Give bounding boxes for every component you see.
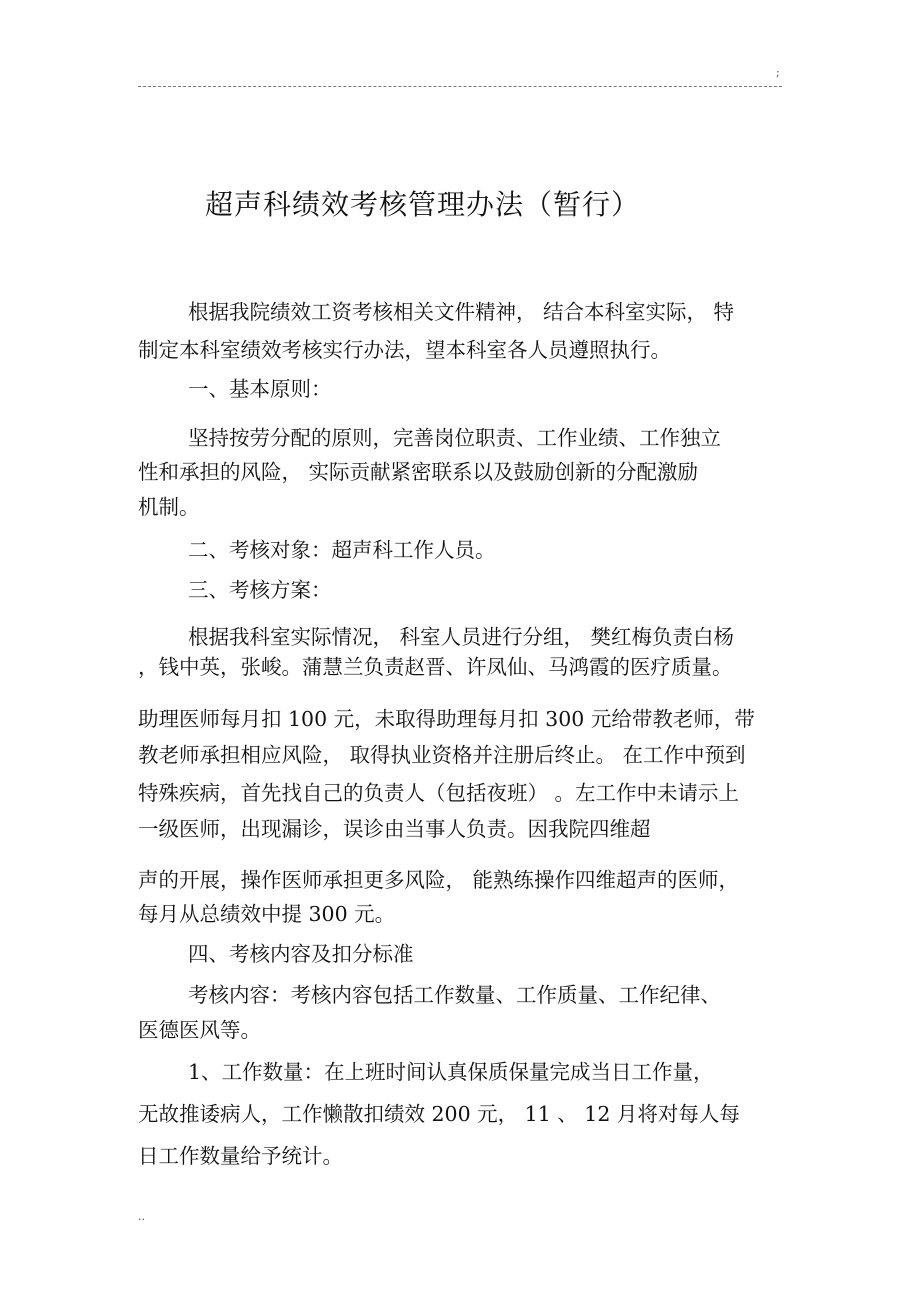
section-heading: 四、考核内容及扣分标准 (188, 942, 414, 966)
section-heading: 二、考核对象：超声科工作人员。 (188, 538, 496, 562)
body-line: 1、工作数量：在上班时间认真保质保量完成当日工作量， (188, 1060, 714, 1084)
body-line: 特殊疾病，首先找自己的负责人（包括夜班） 。左工作中未请示上 (138, 781, 740, 805)
section-heading: 一、基本原则： (188, 377, 332, 401)
body-line: 每月从总绩效中提 300 元。 (138, 902, 396, 926)
body-line: 性和承担的风险， 实际贡献紧密联系以及鼓励创新的分配激励 (138, 460, 699, 484)
section-heading: 三、考核方案： (188, 578, 332, 602)
body-line: 制定本科室绩效考核实行办法，望本科室各人员遵照执行。 (138, 338, 671, 362)
body-line: 助理医师每月扣 100 元，未取得助理每月扣 300 元给带教老师，带 (138, 707, 755, 731)
body-line: 考核内容：考核内容包括工作数量、工作质量、工作纪律、 (188, 983, 721, 1007)
body-line: 无故推诿病人，工作懒散扣绩效 200 元， 11 、 12 月将对每人每 (138, 1102, 740, 1126)
body-line: ，钱中英，张峻。蒲慧兰负责赵晋、许凤仙、马鸿霞的医疗质量。 (138, 655, 733, 679)
body-line: 声的开展，操作医师承担更多风险， 能熟练操作四维超声的医师， (138, 868, 740, 892)
body-line: 坚持按劳分配的原则，完善岗位职责、工作业绩、工作独立 (188, 426, 721, 450)
body-line: 日工作数量给予统计。 (138, 1144, 343, 1168)
footer-mark: .. (138, 1210, 145, 1223)
body-line: 根据我院绩效工资考核相关文件精神， 结合本科室实际， 特 (188, 300, 735, 324)
body-line: 根据我科室实际情况， 科室人员进行分组， 樊红梅负责白杨 (188, 625, 735, 649)
document-title: 超声科绩效考核管理办法（暂行） (205, 188, 641, 221)
body-line: 教老师承担相应风险， 取得执业资格并注册后终止。 在工作中预到 (138, 743, 746, 767)
body-line: 一级医师，出现漏诊，误诊由当事人负责。因我院四维超 (138, 817, 651, 841)
header-rule (138, 86, 782, 87)
body-line: 医德医风等。 (138, 1018, 261, 1042)
body-line: 机制。 (138, 495, 200, 519)
header-mark: ; (776, 66, 780, 79)
